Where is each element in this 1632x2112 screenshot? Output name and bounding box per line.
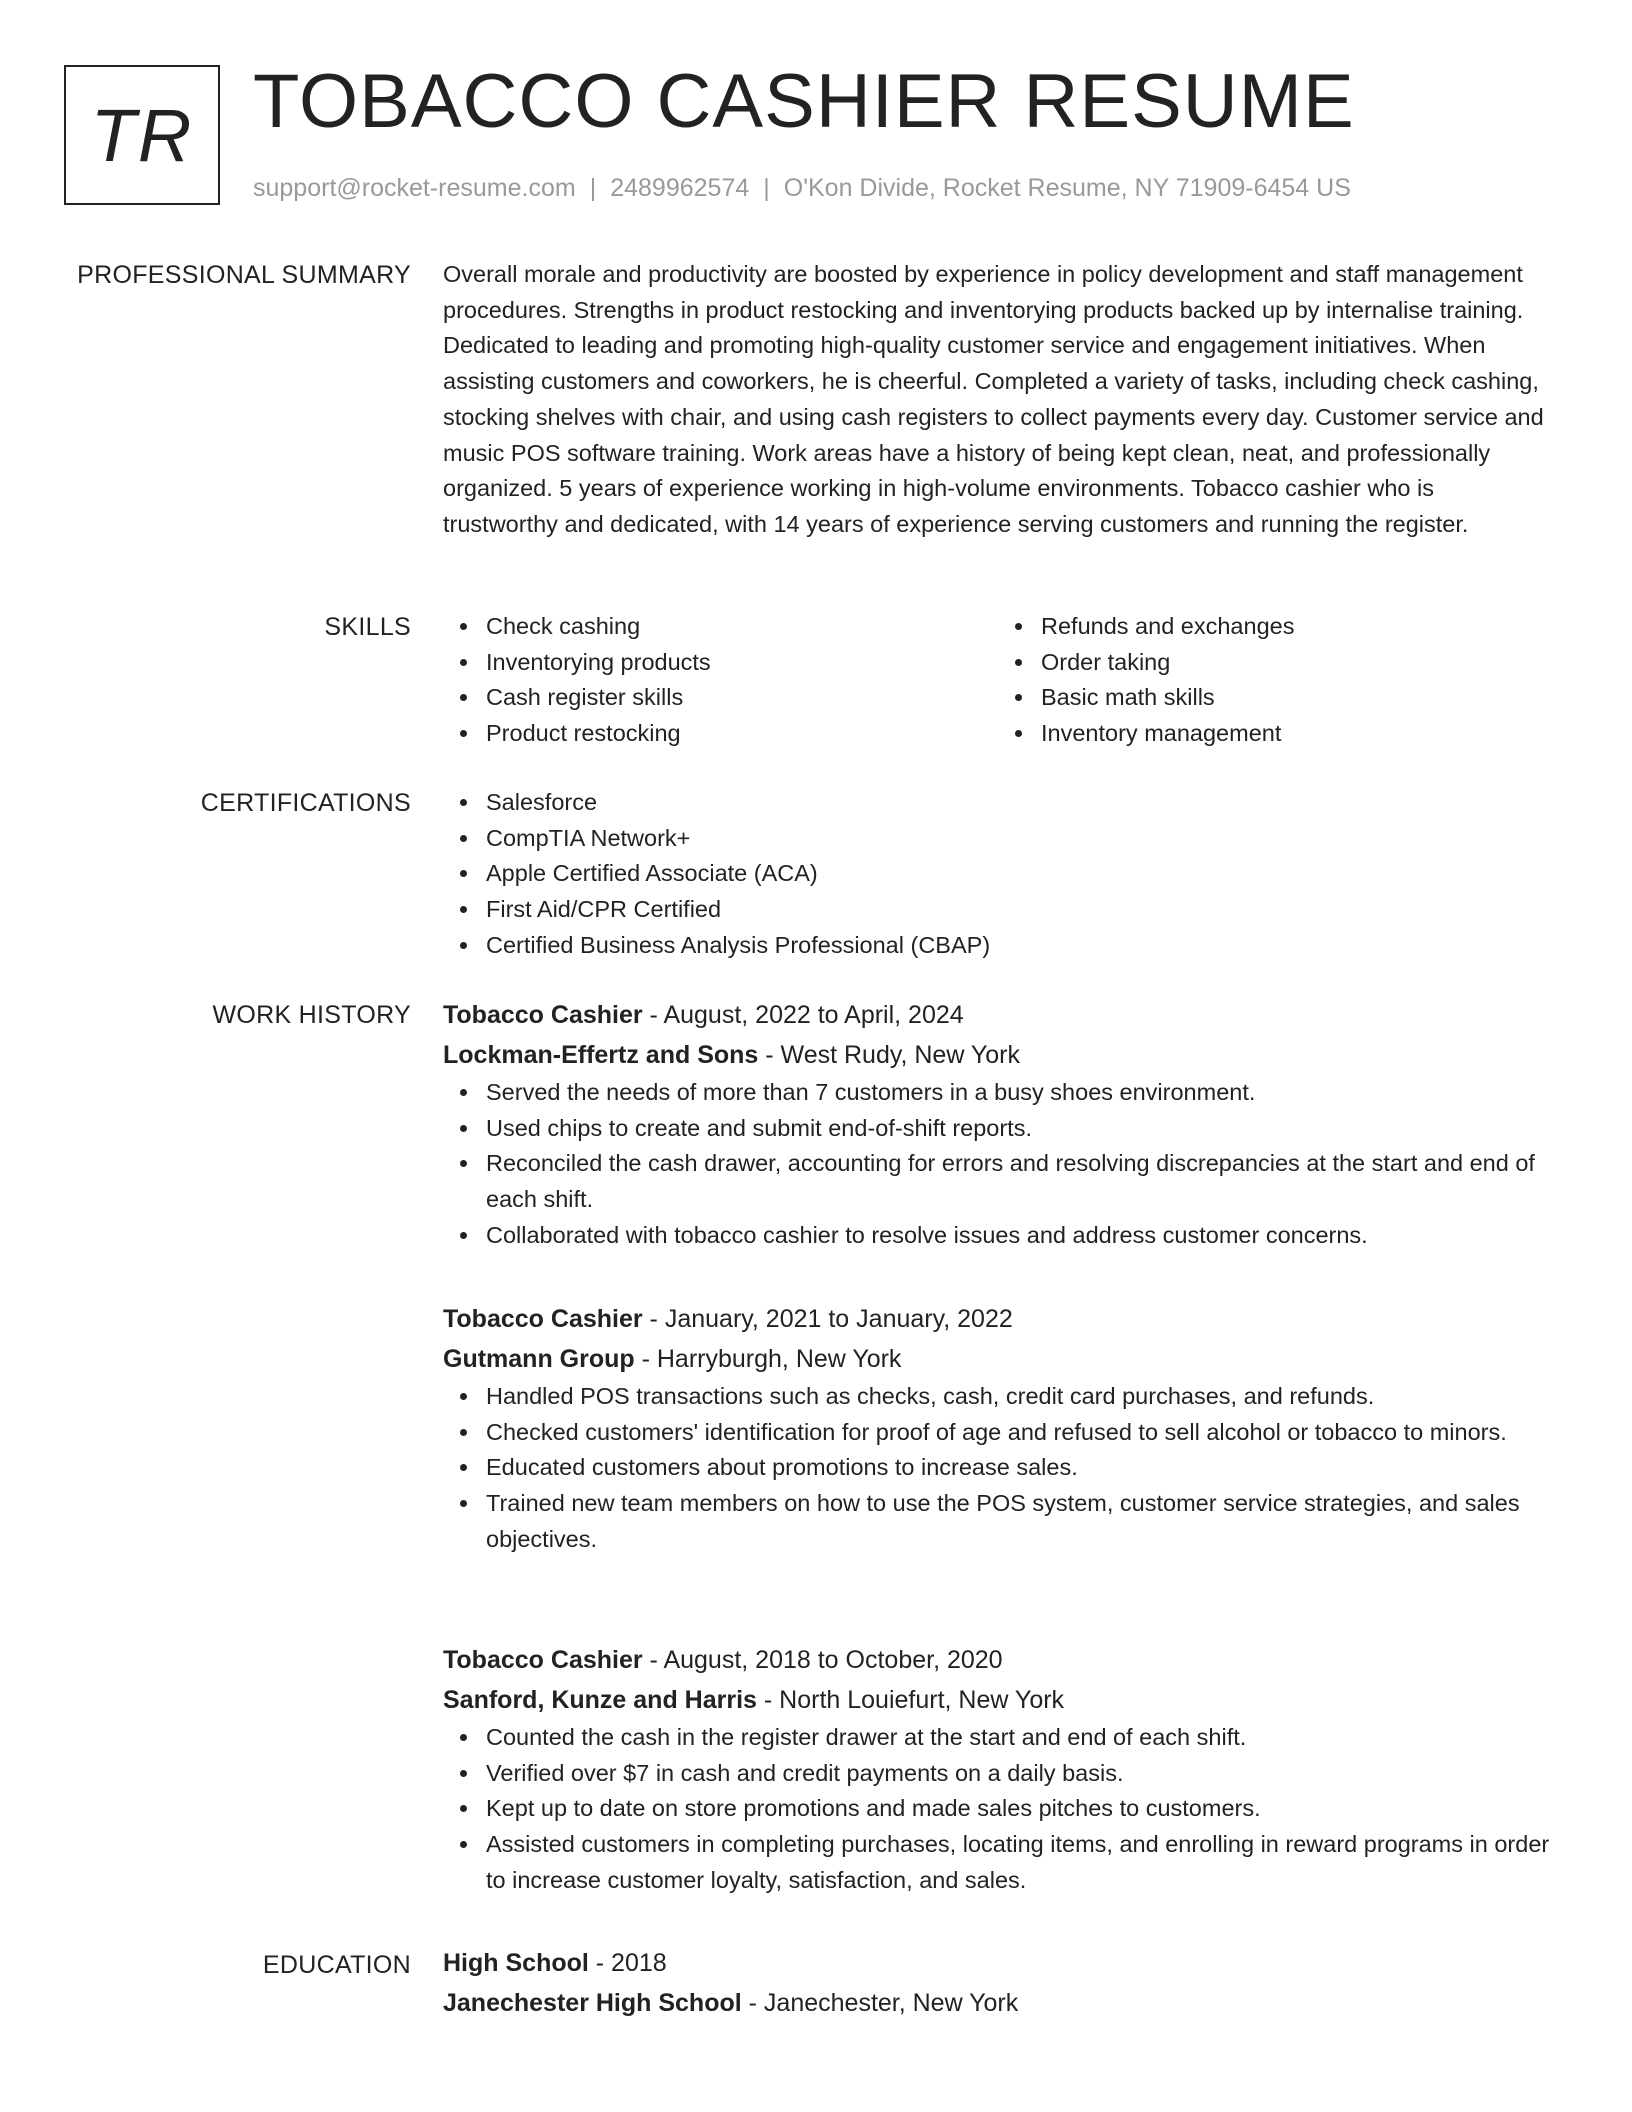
job-duty: Educated customers about promotions to increase sales. (486, 1450, 1553, 1486)
contact-phone[interactable]: 2489962574 (610, 174, 750, 202)
certification-item: Certified Business Analysis Professional (CBAP) (486, 928, 1553, 964)
job-entry-body (443, 1299, 1553, 1558)
education-degree-line (443, 1943, 1553, 1983)
job-company-line (443, 1680, 1553, 1720)
job-duties-list (443, 1075, 1553, 1254)
skill-item: Basic math skills (1041, 680, 1553, 716)
job-duty: Trained new team members on how to use the POS system, customer service strategies, and sales objectives. (486, 1486, 1553, 1557)
contact-address: O'Kon Divide, Rocket Resume, NY 71909-6454 US (783, 174, 1351, 202)
education-year: - 2018 (588, 1949, 667, 1977)
monogram-logo (64, 65, 220, 205)
job-duty: Assisted customers in completing purchases, locating items, and enrolling in reward programs in order to increase customer loyalty, satisfaction, and sales. (486, 1827, 1553, 1898)
job-title: Tobacco Cashier (443, 1646, 643, 1674)
education-location: - Janechester, New York (741, 1989, 1019, 2017)
job-location: - West Rudy, New York (758, 1041, 1020, 1069)
job-title-line (443, 1640, 1553, 1680)
job-company: Gutmann Group (443, 1345, 635, 1373)
section-label-skills: SKILLS (324, 613, 411, 641)
education-school: Janechester High School (443, 1989, 742, 2017)
monogram-text: TR (90, 93, 194, 177)
skills-list-left (443, 609, 998, 752)
resume-title: TOBACCO CASHIER RESUME (253, 59, 1355, 144)
skill-item: Check cashing (486, 609, 998, 645)
section-label-work-history: WORK HISTORY (212, 1001, 411, 1029)
job-duty: Reconciled the cash drawer, accounting for errors and resolving discrepancies at the start and end of each shift. (486, 1146, 1553, 1217)
job-company-line (443, 1339, 1553, 1379)
skills-body (443, 609, 1553, 752)
certification-item: Salesforce (486, 785, 1553, 821)
job-entry-body (443, 1640, 1553, 1899)
section-label-summary: PROFESSIONAL SUMMARY (77, 261, 411, 289)
summary-body (443, 257, 1553, 543)
education-degree: High School (443, 1949, 589, 1977)
skills-list-right (998, 609, 1553, 752)
job-title: Tobacco Cashier (443, 1305, 643, 1333)
job-location: - North Louiefurt, New York (756, 1686, 1065, 1714)
job-duty: Collaborated with tobacco cashier to resolve issues and address customer concerns. (486, 1218, 1553, 1254)
skill-item: Inventory management (1041, 716, 1553, 752)
job-company-line (443, 1035, 1553, 1075)
job-title-line (443, 1299, 1553, 1339)
certification-item: First Aid/CPR Certified (486, 892, 1553, 928)
education-body (443, 1943, 1553, 2023)
contact-email[interactable]: support@rocket-resume.com (253, 174, 576, 202)
job-duties-list (443, 1720, 1553, 1899)
certification-item: CompTIA Network+ (486, 821, 1553, 857)
job-duties-list (443, 1379, 1553, 1558)
job-duty: Counted the cash in the register drawer at the start and end of each shift. (486, 1720, 1553, 1756)
job-duty: Handled POS transactions such as checks, cash, credit card purchases, and refunds. (486, 1379, 1553, 1415)
job-duty: Used chips to create and submit end-of-shift reports. (486, 1111, 1553, 1147)
skill-item: Inventorying products (486, 645, 998, 681)
skill-item: Refunds and exchanges (1041, 609, 1553, 645)
skill-item: Order taking (1041, 645, 1553, 681)
job-duty: Verified over $7 in cash and credit payments on a daily basis. (486, 1756, 1553, 1792)
job-title: Tobacco Cashier (443, 1001, 643, 1029)
skill-item: Cash register skills (486, 680, 998, 716)
job-company: Lockman-Effertz and Sons (443, 1041, 759, 1069)
section-label-education: EDUCATION (262, 1951, 411, 1979)
contact-separator: | (589, 174, 597, 202)
job-duty: Served the needs of more than 7 customers in a busy shoes environment. (486, 1075, 1553, 1111)
job-location: - Harryburgh, New York (634, 1345, 902, 1373)
section-label-certifications: CERTIFICATIONS (200, 789, 411, 817)
education-school-line (443, 1983, 1553, 2023)
job-dates: - January, 2021 to January, 2022 (642, 1305, 1013, 1333)
job-duty: Checked customers' identification for proof of age and refused to sell alcohol or tobacco to minors. (486, 1415, 1553, 1451)
job-dates: - August, 2022 to April, 2024 (642, 1001, 964, 1029)
job-dates: - August, 2018 to October, 2020 (642, 1646, 1003, 1674)
contact-line (253, 173, 1351, 203)
job-company: Sanford, Kunze and Harris (443, 1686, 757, 1714)
job-entry-body (443, 995, 1553, 1254)
skill-item: Product restocking (486, 716, 998, 752)
job-duty: Kept up to date on store promotions and made sales pitches to customers. (486, 1791, 1553, 1827)
certification-item: Apple Certified Associate (ACA) (486, 856, 1553, 892)
certifications-list (443, 785, 1553, 964)
summary-text: Overall morale and productivity are boosted by experience in policy development and staff management procedures. Strengths in product restocking and inventorying products backed up by internalise training. Dedicated to leading and promoting high-quality customer service and engagement initiatives. When assisting customers and coworkers, he is cheerful. Completed a variety of tasks, including check cashing, stocking shelves with chair, and using cash registers to collect payments every day. Customer service and music POS software training. Work areas have a history of being kept clean, neat, and professionally organized. 5 years of experience working in high-volume environments. Tobacco cashier who is trustworthy and dedicated, with 14 years of experience serving customers and running the register. (443, 261, 1544, 537)
certifications-body (443, 785, 1553, 964)
job-title-line (443, 995, 1553, 1035)
contact-separator: | (763, 174, 770, 202)
